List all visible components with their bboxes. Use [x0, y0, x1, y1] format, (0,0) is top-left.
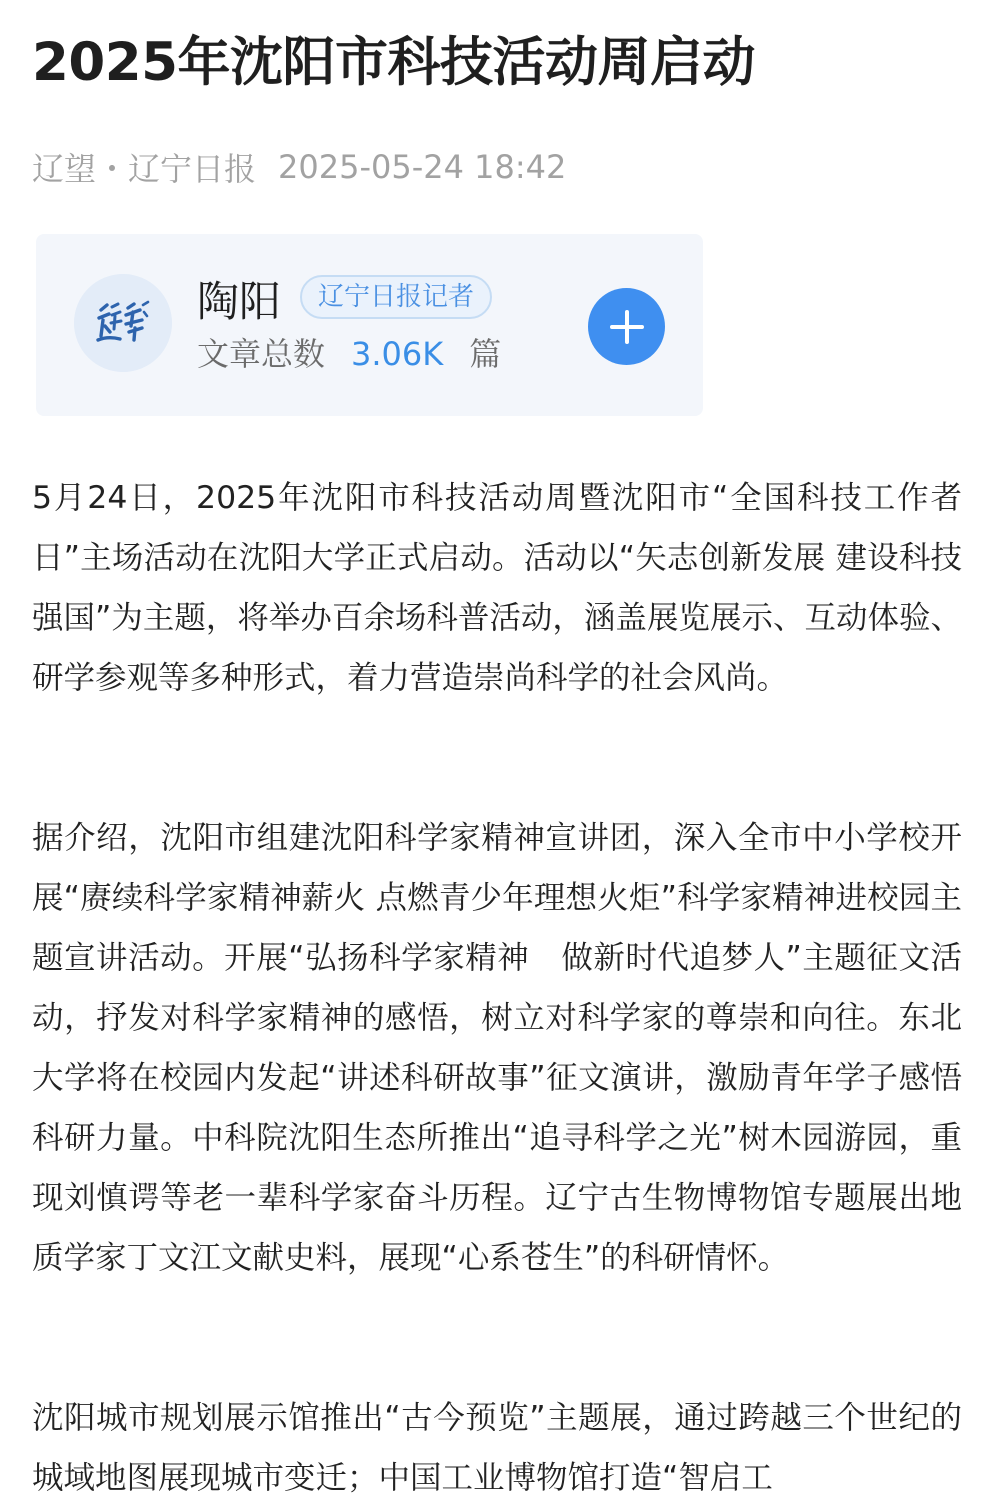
avatar-logo-graphic: [74, 274, 172, 372]
article-source[interactable]: 辽望・辽宁日报: [32, 150, 257, 188]
article-paragraph: 沈阳城市规划展示馆推出“古今预览”主题展，通过跨越三个世纪的城域地图展现城市变迁；中国工业博物馆打造“智启工: [32, 1400, 962, 1496]
article-title: 2025年沈阳市科技活动周启动: [32, 32, 756, 93]
article-meta: [32, 142, 566, 192]
follow-button[interactable]: [588, 288, 665, 365]
article-paragraph: 5月24日，2025年沈阳市科技活动周暨沈阳市“全国科技工作者日”主场活动在沈阳大学正式启动。活动以“矢志创新发展 建设科技强国”为主题，将举办百余场科普活动，涵盖展览展示、互动体验、研学参观等多种形式，着力营造崇尚科学的社会风尚。: [32, 480, 962, 696]
article-timestamp: 2025-05-24 18:42: [278, 148, 567, 186]
article-paragraph: 据介绍，沈阳市组建沈阳科学家精神宣讲团，深入全市中小学校开展“赓续科学家精神薪火 点燃青少年理想火炬”科学家精神进校园主题宣讲活动。开展“弘扬科学家精神 做新时代追梦人”主题征文活动，抒发对科学家精神的感悟，树立对科学家的尊崇和向往。东北大学将在校园内发起“讲述科研故事”征文演讲，激励青年学子感悟科研力量。中科院沈阳生态所推出“追寻科学之光”树木园游园，重现刘慎谔等老一辈科学家奋斗历程。辽宁古生物博物馆专题展出地质学家丁文江文献史料，展现“心系苍生”的科研情怀。: [32, 820, 962, 1276]
liaowang-logo-icon[interactable]: [74, 274, 172, 372]
article-count-label: 文章总数: [197, 335, 326, 373]
plus-icon: [609, 309, 645, 345]
author-card[interactable]: [36, 234, 703, 416]
author-role-badge: 辽宁日报记者: [300, 275, 492, 319]
article-count-unit: 篇: [469, 335, 502, 373]
article-count-value: 3.06K: [351, 335, 444, 373]
author-name[interactable]: 陶阳: [197, 277, 282, 326]
article-count: [197, 332, 501, 376]
